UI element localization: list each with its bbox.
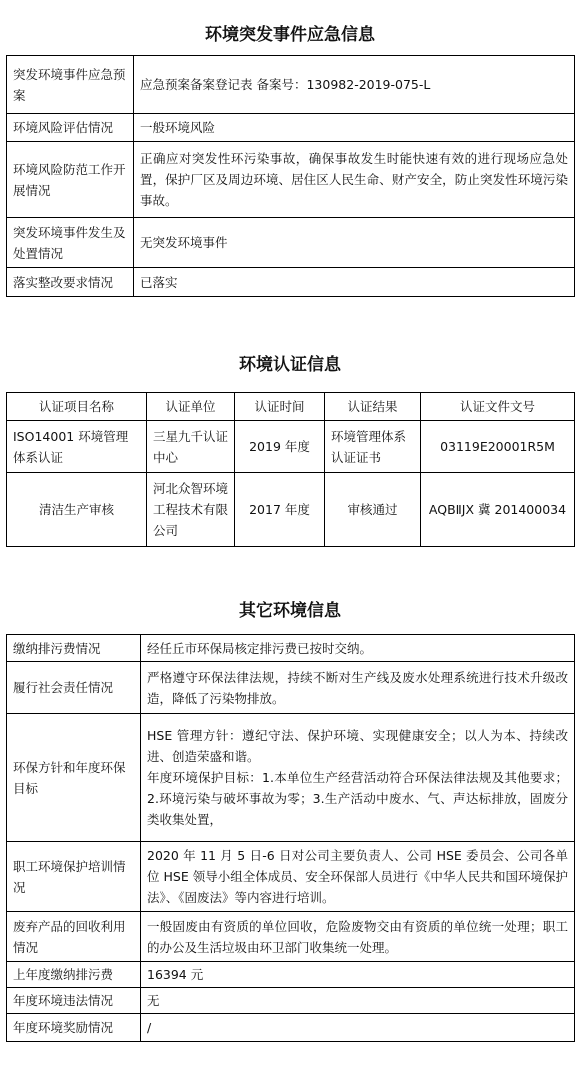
row-value: 严格遵守环保法律法规，持续不断对生产线及废水处理系统进行技术升级改造，降低了污染物排放。 <box>141 662 575 714</box>
column-header: 认证结果 <box>325 393 421 421</box>
cert-doc-number: AQBⅡJX 冀 201400034 <box>421 473 575 547</box>
cert-project: ISO14001 环境管理体系认证 <box>7 421 147 473</box>
row-value: 16394 元 <box>141 962 575 988</box>
table-row <box>7 714 575 842</box>
row-label: 突发环境事件发生及处置情况 <box>7 218 134 268</box>
table-row <box>7 421 575 473</box>
table-row <box>7 662 575 714</box>
row-value: 正确应对突发性环污染事故，确保事故发生时能快速有效的进行现场应急处置，保护厂区及周边环境、居住区人民生命、财产安全，防止突发性环境污染事故。 <box>134 142 575 218</box>
cert-time: 2017 年度 <box>235 473 325 547</box>
row-value: 无突发环境事件 <box>134 218 575 268</box>
cert-doc-number: 03119E20001R5M <box>421 421 575 473</box>
row-value: 无 <box>141 988 575 1014</box>
row-label: 突发环境事件应急预案 <box>7 56 134 114</box>
emergency-table <box>6 55 575 297</box>
row-value: 一般环境风险 <box>134 114 575 142</box>
table-row <box>7 962 575 988</box>
row-value: 经任丘市环保局核定排污费已按时交纳。 <box>141 635 575 662</box>
column-header: 认证文件文号 <box>421 393 575 421</box>
row-value: 2020 年 11 月 5 日-6 日对公司主要负责人、公司 HSE 委员会、公司各单位 HSE 领导小组全体成员、安全环保部人员进行《中华人民共和国环境保护法》、《固废法》等内容进行培训。 <box>141 842 575 912</box>
hse-policy-text: HSE 管理方针：遵纪守法、保护环境、实现健康安全；以人为本、持续改进、创造荣盛和谐。 <box>147 728 568 764</box>
column-header: 认证单位 <box>147 393 235 421</box>
column-header: 认证项目名称 <box>7 393 147 421</box>
row-label: 缴纳排污费情况 <box>7 635 141 662</box>
other-info-table <box>6 634 575 1042</box>
cert-unit: 河北众智环境工程技术有限公司 <box>147 473 235 547</box>
cert-project: 清洁生产审核 <box>7 473 147 547</box>
row-value: 已落实 <box>134 268 575 297</box>
other-section-title: 其它环境信息 <box>239 601 341 621</box>
table-header-row <box>7 393 575 421</box>
column-header: 认证时间 <box>235 393 325 421</box>
row-value: 一般固废由有资质的单位回收，危险废物交由有资质的单位统一处理；职工的办公及生活垃圾由环卫部门收集统一处理。 <box>141 912 575 962</box>
table-row <box>7 912 575 962</box>
row-label: 环境风险评估情况 <box>7 114 134 142</box>
annual-target-text: 年度环境保护目标：1.本单位生产经营活动符合环保法律法规及其他要求；2.环境污染与破坏事故为零；3.生产活动中废水、气、声达标排放，固废分类收集处置， <box>147 770 568 827</box>
cert-result: 审核通过 <box>325 473 421 547</box>
table-row <box>7 635 575 662</box>
table-row <box>7 142 575 218</box>
row-label: 年度环境奖励情况 <box>7 1014 141 1042</box>
row-label: 环保方针和年度环保目标 <box>7 714 141 842</box>
row-value <box>141 714 575 842</box>
certification-table <box>6 392 575 547</box>
row-value: / <box>141 1014 575 1042</box>
cert-result: 环境管理体系认证证书 <box>325 421 421 473</box>
row-label: 环境风险防范工作开展情况 <box>7 142 134 218</box>
certification-section-title: 环境认证信息 <box>239 355 341 375</box>
row-value: 应急预案备案登记表 备案号：130982-2019-075-L <box>134 56 575 114</box>
cert-time: 2019 年度 <box>235 421 325 473</box>
table-row <box>7 114 575 142</box>
row-label: 履行社会责任情况 <box>7 662 141 714</box>
row-label: 上年度缴纳排污费 <box>7 962 141 988</box>
row-label: 落实整改要求情况 <box>7 268 134 297</box>
table-row <box>7 988 575 1014</box>
cert-unit: 三星九千认证中心 <box>147 421 235 473</box>
table-row <box>7 473 575 547</box>
row-label: 年度环境违法情况 <box>7 988 141 1014</box>
table-row <box>7 218 575 268</box>
row-label: 废弃产品的回收利用情况 <box>7 912 141 962</box>
table-row <box>7 842 575 912</box>
row-label: 职工环境保护培训情况 <box>7 842 141 912</box>
table-row <box>7 56 575 114</box>
table-row <box>7 268 575 297</box>
emergency-section-title: 环境突发事件应急信息 <box>205 25 375 45</box>
table-row <box>7 1014 575 1042</box>
